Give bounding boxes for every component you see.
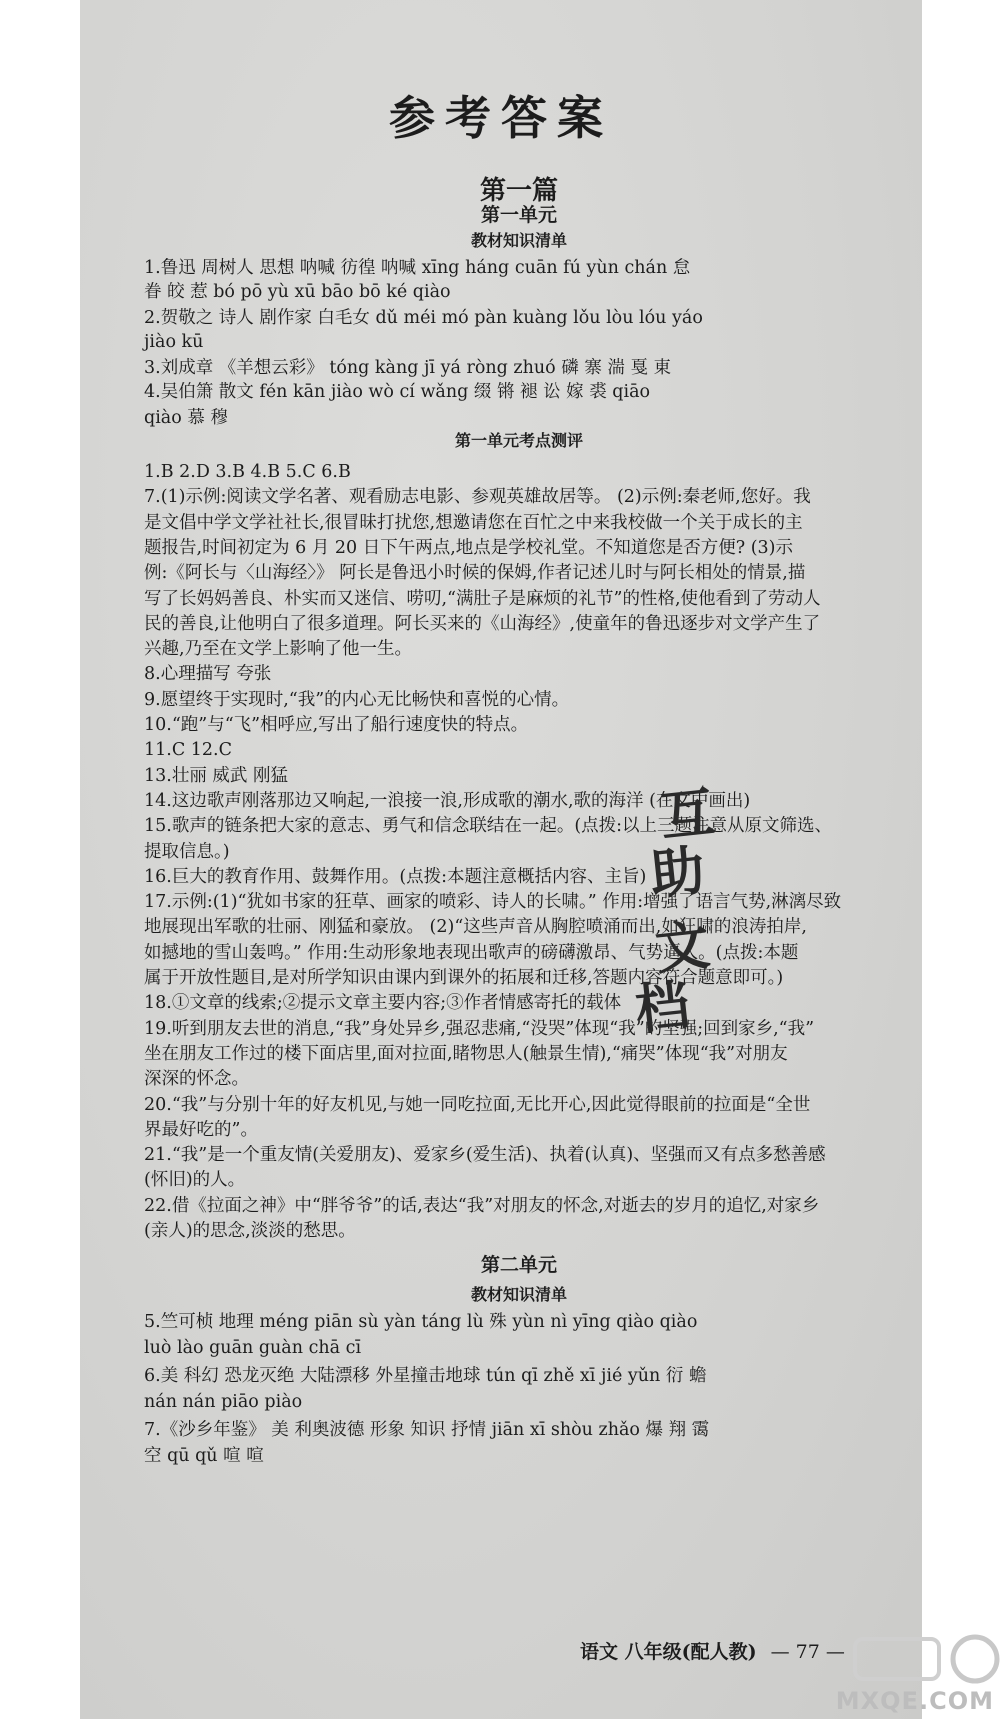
unit1-test-line: 22.借《拉面之神》中“胖爷爷”的话,表达“我”对朋友的怀念,对逝去的岁月的追忆,对家乡 [144, 1195, 820, 1216]
unit1-test-line: 20.“我”与分别十年的好友机见,与她一同吃拉面,无比开心,因此觉得眼前的拉面是“全世 [144, 1094, 811, 1115]
unit1-heading: 第一单元 [480, 204, 557, 226]
unit2-knowledge-line: luò lào guān guàn chā cī [144, 1338, 362, 1358]
unit1-test-line: (怀旧)的人。 [144, 1170, 246, 1191]
unit1-test-line: 例:《阿长与〈山海经〉》 阿长是鲁迅小时候的保姆,作者记述儿时与阿长相处的情景,描 [144, 563, 806, 584]
unit1-test-line: 写了长妈妈善良、朴实而又迷信、唠叨,“满肚子是麻烦的礼节”的性格,使他看到了劳动人 [144, 588, 821, 609]
unit2-knowledge-heading: 教材知识清单 [470, 1285, 567, 1304]
unit1-test-heading: 第一单元考点测评 [454, 431, 583, 450]
unit1-test-line: 提取信息。) [144, 841, 230, 862]
unit1-test-line: (亲人)的思念,淡淡的愁思。 [144, 1221, 356, 1241]
handwriting-char-3: 文 [652, 912, 713, 982]
unit1-knowledge-heading: 教材知识清单 [470, 231, 567, 250]
unit2-knowledge-line: 空 qū qǔ 喧 喧 [144, 1446, 264, 1466]
unit1-test-line: 地展现出军歌的壮丽、刚猛和豪放。 (2)“这些声音从胸腔喷涌而出,如狂啸的浪涛拍岸, [144, 917, 807, 938]
unit2-knowledge-line: nán nán piāo piào [144, 1392, 303, 1412]
handwriting-char-2: 助 [647, 837, 708, 907]
unit1-test-line: 18.①文章的线索;②提示文章主要内容;③作者情感寄托的载体 [144, 993, 622, 1014]
unit1-knowledge-line: 1.鲁迅 周树人 思想 呐喊 彷徨 呐喊 xīng háng cuān fú yùn chán 怠 [144, 258, 691, 278]
unit2-heading: 第二单元 [480, 1254, 557, 1276]
page-footer [580, 1637, 845, 1664]
unit1-knowledge-line: 眷 皎 惹 bó pō yù xū bāo bō ké qiào [144, 282, 451, 302]
unit1-test-line: 民的善良,让他明白了很多道理。阿长买来的《山海经》,使童年的鲁迅逐步对文学产生了 [144, 613, 821, 634]
unit1-test-line: 8.心理描写 夸张 [144, 664, 272, 685]
unit1-test-line: 坐在朋友工作过的楼下面店里,面对拉面,睹物思人(触景生情),“痛哭”体现“我”对朋友 [144, 1043, 788, 1064]
unit1-knowledge-line: jiào kū [144, 332, 204, 352]
unit1-test-line: 如撼地的雪山轰鸣。” 作用:生动形象地表现出歌声的磅礴激昂、气势逼人。(点拨:本题 [144, 942, 799, 963]
unit1-test-line: 界最好吃的”。 [144, 1119, 258, 1140]
unit1-test-line: 16.巨大的教育作用、鼓舞作用。(点拨:本题注意概括内容、主旨) [144, 866, 647, 887]
page-title: 参考答案 [389, 91, 613, 145]
scanned-page [80, 0, 922, 1719]
handwriting-char-4: 档 [632, 972, 693, 1042]
unit1-test-line: 1.B 2.D 3.B 4.B 5.C 6.B [144, 462, 351, 482]
unit1-test-line: 7.(1)示例:阅读文学名著、观看励志电影、参观英雄故居等。 (2)示例:秦老师,您好。我 [144, 487, 811, 508]
page-number: — 77 — [770, 1641, 845, 1663]
unit1-test-line: 题报告,时间初定为 6 月 20 日下午两点,地点是学校礼堂。不知道您是否方便? (3)示 [144, 537, 794, 558]
watermark-text: MXQE.COM [835, 1687, 994, 1715]
site-watermark [825, 1625, 1000, 1719]
section-heading: 第一篇 [479, 176, 558, 206]
unit2-knowledge-line: 5.竺可桢 地理 méng piān sù yàn táng lù 殊 yùn nì yīng qiào qiào [144, 1312, 698, 1332]
unit1-test-line: 10.“跑”与“飞”相呼应,写出了船行速度快的特点。 [144, 715, 529, 735]
unit1-test-line: 11.C 12.C [144, 740, 233, 761]
unit1-test-line: 17.示例:(1)“犹如书家的狂草、画家的喷彩、诗人的长啸。” 作用:增强了语言气势,淋漓尽致 [144, 892, 842, 913]
unit1-test-line: 19.听到朋友去世的消息,“我”身处异乡,强忍悲痛,“没哭”体现“我”的坚强;回到家乡,“我” [144, 1018, 815, 1039]
unit1-test-line: 21.“我”是一个重友情(关爱朋友)、爱家乡(爱生活)、执着(认真)、坚强而又有点多愁善感 [144, 1145, 826, 1166]
handwriting-char-1: 互 [657, 779, 718, 849]
unit2-knowledge-line: 6.美 科幻 恐龙灭绝 大陆漂移 外星撞击地球 tún qī zhě xī jié yǔn 衍 蟾 [144, 1366, 707, 1386]
footer-subject: 语文 八年级(配人教) [580, 1641, 757, 1663]
unit1-test-line: 15.歌声的链条把大家的意志、勇气和信念联结在一起。(点拨:以上三题注意从原文筛选、 [144, 816, 833, 837]
unit1-test-line: 深深的怀念。 [144, 1069, 249, 1090]
unit1-test-line: 14.这边歌声刚落那边又响起,一浪接一浪,形成歌的潮水,歌的海洋 (在文中画出) [144, 790, 751, 811]
unit1-test-line: 是文倡中学文学社社长,很冒昧打扰您,想邀请您在百忙之中来我校做一个关于成长的主 [144, 512, 803, 533]
unit1-test-line: 兴趣,乃至在文学上影响了他一生。 [144, 639, 413, 660]
unit1-knowledge-line: qiào 慕 穆 [144, 408, 228, 428]
unit1-knowledge-line: 2.贺敬之 诗人 剧作家 白毛女 dǔ méi mó pàn kuàng lǒu lòu lóu yáo [144, 308, 703, 328]
unit1-test-line: 9.愿望终于实现时,“我”的内心无比畅快和喜悦的心情。 [144, 689, 570, 710]
unit1-knowledge-line: 3.刘成章 《羊想云彩》 tóng kàng jī yá ròng zhuó 磷 寨 湍 戛 東 [144, 358, 672, 378]
unit1-test-line: 属于开放性题目,是对所学知识由课内到课外的拓展和迁移,答题内容符合题意即可。) [144, 968, 784, 988]
unit2-knowledge-line: 7.《沙乡年鉴》 美 利奥波德 形象 知识 抒情 jiān xī shòu zhǎo 爆 翔 霭 [144, 1420, 710, 1440]
unit1-test-line: 13.壮丽 威武 刚猛 [144, 765, 288, 786]
unit1-knowledge-line: 4.吴伯箫 散文 fén kān jiào wò cí wǎng 缀 锵 褪 讼 嫁 裘 qiāo [144, 382, 651, 402]
